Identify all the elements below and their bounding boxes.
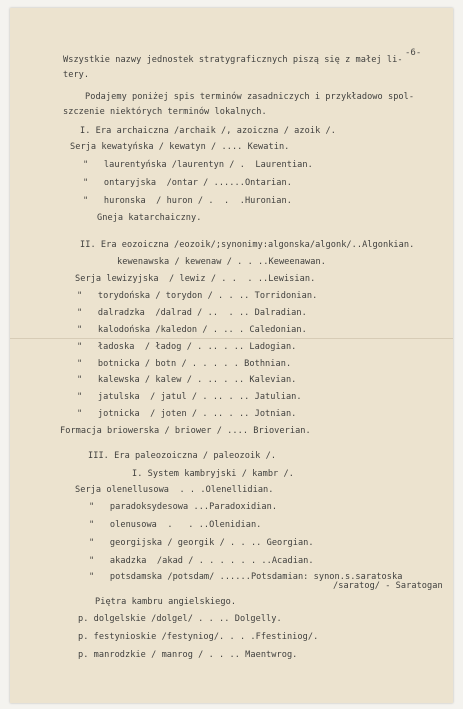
text-line: " georgijska / georgik / . . .. Georgian. (89, 538, 314, 548)
text-line: tery. (63, 70, 90, 80)
text-line: " potsdamska /potsdam/ ......Potsdamian: synon.s.saratoska (89, 572, 403, 582)
text-line: Piętra kambru angielskiego. (95, 597, 237, 607)
text-line: Serja kewatyńska / kewatyn / .... Kewatin. (70, 142, 290, 152)
text-line: szczenie niektórych terminów lokalnych. (63, 107, 267, 117)
text-line: " akadzka /akad / . . . . . . ..Acadian. (89, 556, 314, 566)
text-line: III. Era paleozoiczna / paleozoik /. (88, 451, 277, 461)
document-page (10, 8, 453, 703)
text-line: " olenusowa . . ..Olenidian. (89, 520, 262, 530)
text-line: /saratog/ - Saratogan (333, 581, 443, 591)
text-line: II. Era eozoiczna /eozoik/;synonimy:algonska/algonk/..Algonkian. (80, 240, 415, 250)
text-line: " botnicka / botn / . . . . . Bothnian. (77, 359, 292, 369)
text-line: " torydońska / torydon / . . .. Torridonian. (77, 291, 318, 301)
text-line: " ładoska / ładog / . .. . .. Ladogian. (77, 342, 297, 352)
text-line: Formacja briowerska / briower / .... Brioverian. (60, 426, 311, 436)
text-line: Wszystkie nazwy jednostek stratygraficznych piszą się z małej li- (63, 55, 403, 65)
text-line: p. festynioskie /festyniog/. . . .Ffestiniog/. (78, 632, 319, 642)
text-line: p. dolgelskie /dolgel/ . . .. Dolgelly. (78, 614, 282, 624)
text-line: " huronska / huron / . . .Huronian. (83, 196, 292, 206)
text-line: Gneja katarchaiczny. (97, 213, 202, 223)
text-line: " jatulska / jatul / . .. . .. Jatulian. (77, 392, 302, 402)
text-line: " dalradzka /dalrad / .. . .. Dalradian. (77, 308, 307, 318)
text-line: p. manrodzkie / manrog / . . .. Maentwrog. (78, 650, 298, 660)
text-line: I. Era archaiczna /archaik /, azoiczna / azoik /. (80, 126, 336, 136)
text-line: " kalewska / kalew / . .. . .. Kalevian. (77, 375, 297, 385)
text-line: " paradoksydesowa ...Paradoxidian. (89, 502, 278, 512)
text-line: I. System kambryjski / kambr /. (132, 469, 294, 479)
text-line: " laurentyńska /laurentyn / . Laurentian. (83, 160, 313, 170)
text-line: Serja olenellusowa . . .Olenellidian. (75, 485, 274, 495)
text-line: Podajemy poniżej spis terminów zasadniczych i przykładowo spol- (85, 92, 415, 102)
text-line: kewenawska / kewenaw / . . ..Keweenawan. (117, 257, 326, 267)
text-line: " ontaryjska /ontar / ......Ontarian. (83, 178, 292, 188)
text-line: Serja lewizyjska / lewiz / . . . ..Lewisian. (75, 274, 316, 284)
paper-fold (10, 338, 453, 339)
text-line: " kalodońska /kaledon / . .. . Caledonian. (77, 325, 307, 335)
text-line: " jotnicka / joten / . .. . .. Jotnian. (77, 409, 297, 419)
page-number: -6- (405, 48, 422, 58)
